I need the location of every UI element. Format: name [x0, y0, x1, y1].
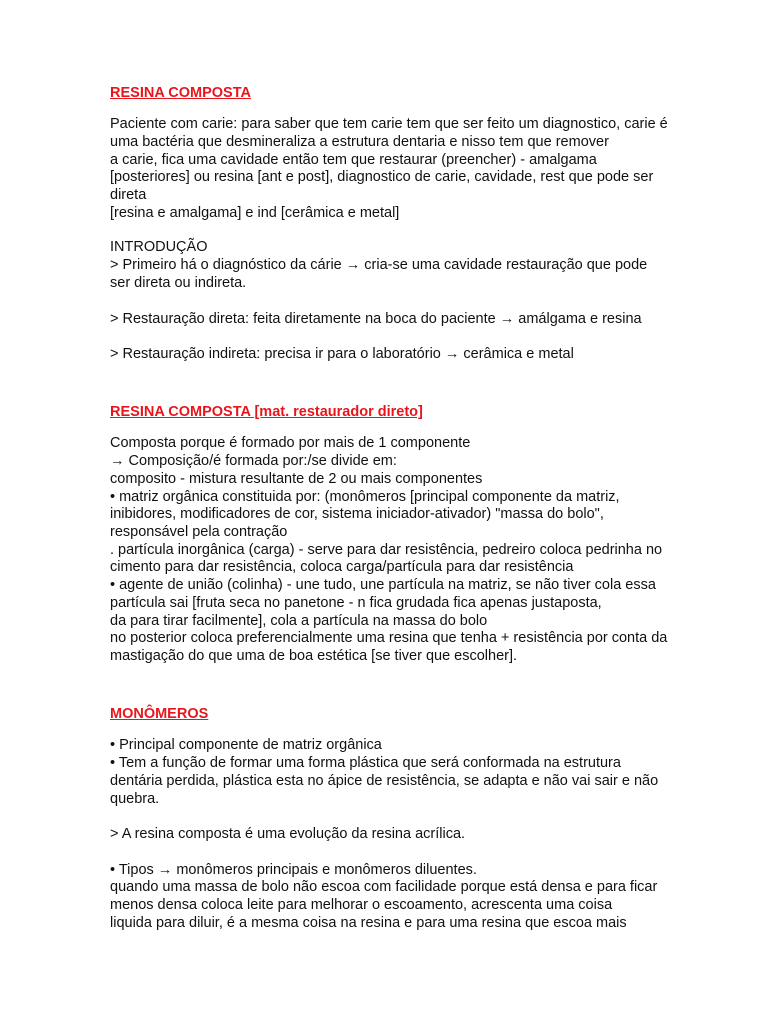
- text-line: [posteriores] ou resina [ant e post], diagnostico de carie, cavidade, rest que pode ser: [110, 169, 654, 185]
- text-line: direta: [110, 187, 147, 203]
- text-line: inibidores, modificadores de cor, sistema iniciador-ativador) "massa do bolo",: [110, 506, 604, 522]
- section-heading-monomeros: MONÔMEROS: [110, 706, 209, 722]
- text-line: [resina e amalgama] e ind [cerâmica e metal]: [110, 205, 400, 221]
- text-line: ser direta ou indireta.: [110, 275, 247, 291]
- section-heading-resina-composta-mat: RESINA COMPOSTA [mat. restaurador direto]: [110, 404, 423, 420]
- text-line: > Primeiro há o diagnóstico da cárie → cria-se uma cavidade restauração que pode: [110, 257, 648, 273]
- text-line: . partícula inorgânica (carga) - serve para dar resistência, pedreiro coloca pedrinha no: [110, 542, 663, 558]
- text-line: → Composição/é formada por:/se divide em:: [110, 453, 397, 469]
- text-line: menos densa coloca leite para melhorar o escoamento, acrescenta uma coisa: [110, 897, 613, 913]
- text-line: no posterior coloca preferencialmente uma resina que tenha + resistência por conta da: [110, 630, 668, 646]
- text-line: a carie, fica uma cavidade então tem que restaurar (preencher) - amalgama: [110, 152, 597, 168]
- text-line: dentária perdida, plástica esta no ápice de resistência, se adapta e não vai sair e não: [110, 773, 659, 789]
- text-line: > Restauração direta: feita diretamente na boca do paciente → amálgama e resina: [110, 311, 642, 327]
- text-line: partícula sai [fruta seca no panetone - n fica grudada fica apenas justaposta,: [110, 595, 602, 611]
- text-line: Paciente com carie: para saber que tem carie tem que ser feito um diagnostico, carie é: [110, 116, 668, 132]
- text-line: mastigação do que uma de boa estética [se tiver que escolher].: [110, 648, 518, 664]
- text-line: > A resina composta é uma evolução da resina acrílica.: [110, 826, 466, 842]
- text-line: uma bactéria que desmineraliza a estrutura dentaria e nisso tem que remover: [110, 134, 609, 150]
- text-line: composito - mistura resultante de 2 ou mais componentes: [110, 471, 483, 487]
- text-line: • agente de união (colinha) - une tudo, une partícula na matriz, se não tiver cola essa: [110, 577, 656, 593]
- text-line: • matriz orgânica constituida por: (monômeros [principal componente da matriz,: [110, 489, 620, 505]
- text-line: liquida para diluir, é a mesma coisa na resina e para uma resina que escoa mais: [110, 915, 627, 931]
- text-line: da para tirar facilmente], cola a partícula na massa do bolo: [110, 613, 488, 629]
- text-line: responsável pela contração: [110, 524, 288, 540]
- text-line: • Tem a função de formar uma forma plástica que será conformada na estrutura: [110, 755, 621, 771]
- section-heading-resina-composta: RESINA COMPOSTA: [110, 85, 251, 101]
- text-line: • Tipos → monômeros principais e monômeros diluentes.: [110, 862, 477, 878]
- subheading-introducao: INTRODUÇÃO: [110, 239, 208, 255]
- text-line: quebra.: [110, 791, 160, 807]
- text-line: Composta porque é formado por mais de 1 componente: [110, 435, 471, 451]
- text-line: cimento para dar resistência, coloca carga/partícula para dar resistência: [110, 559, 574, 575]
- text-line: > Restauração indireta: precisa ir para o laboratório → cerâmica e metal: [110, 346, 574, 362]
- text-line: quando uma massa de bolo não escoa com facilidade porque está densa e para ficar: [110, 879, 658, 895]
- text-line: • Principal componente de matriz orgânica: [110, 737, 382, 753]
